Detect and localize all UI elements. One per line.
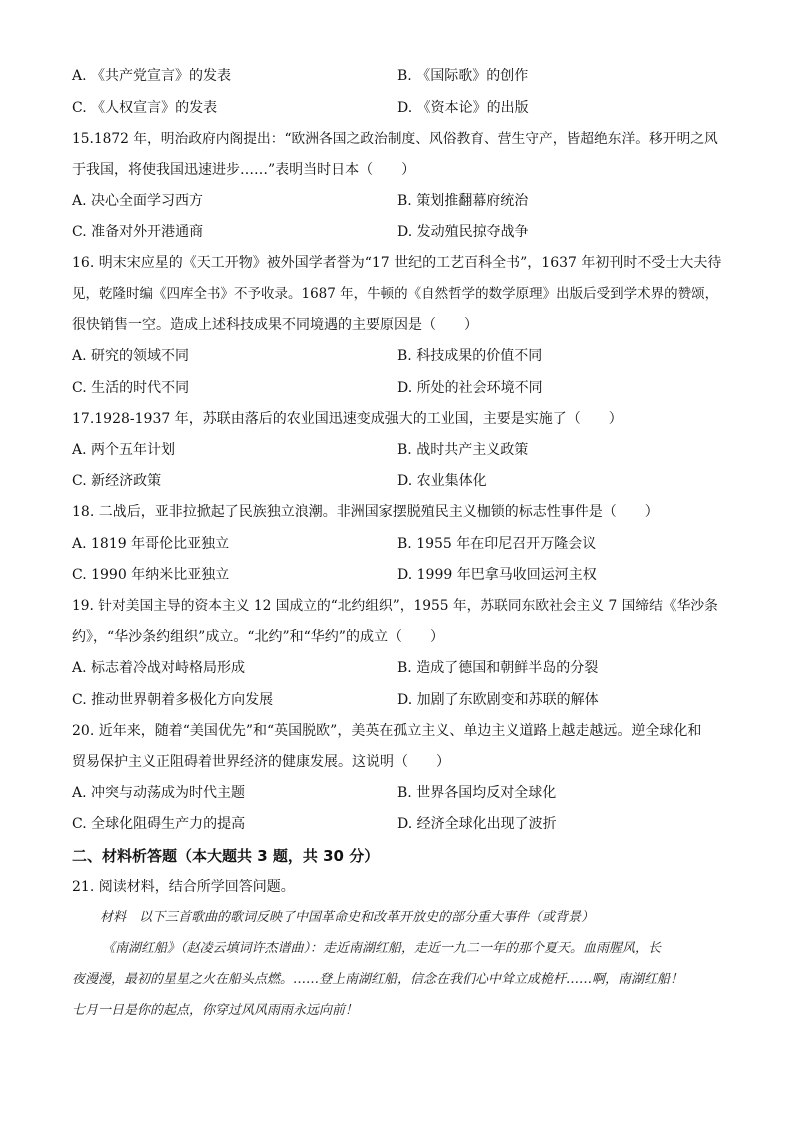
q20-option-a: A. 冲突与动荡成为时代主题 <box>72 785 246 801</box>
q21-material-intro: 材料 以下三首歌曲的歌词反映了中国革命史和改革开放史的部分重大事件（或背景） <box>100 910 595 925</box>
q18-option-c: C. 1990 年纳米比亚独立 <box>72 567 230 583</box>
q16-option-d: D. 所处的社会环境不同 <box>397 380 543 396</box>
q17-option-a: A. 两个五年计划 <box>72 442 176 458</box>
q17-option-b: B. 战时共产主义政策 <box>397 442 529 458</box>
q18-option-b: B. 1955 年在印尼召开万隆会议 <box>397 536 597 552</box>
q18-option-d: D. 1999 年巴拿马收回运河主权 <box>397 567 597 583</box>
q14-option-c: C. 《人权宣言》的发表 <box>72 100 218 116</box>
q21-song1-line-3: 七月一日是你的起点，你穿过风风雨雨永远向前！ <box>72 1003 359 1018</box>
q17-stem-line-1: 17.1928-1937 年，苏联由落后的农业国迅速变成强大的工业国，主要是实施了（ ） <box>72 411 623 427</box>
q20-stem-line-1: 20. 近年来，随着“美国优先”和“英国脱欧”，美英在孤立主义、单边主义道路上越走越远。逆全球化和 <box>72 723 702 739</box>
q21-stem-line-1: 21. 阅读材料，结合所学回答问题。 <box>72 879 295 895</box>
q19-stem-line-2: 约》，“华沙条约组织”成立。“北约”和“华约”的成立（ ） <box>72 629 444 645</box>
q14-option-a: A. 《共产党宣言》的发表 <box>72 68 232 84</box>
q21-song1-line-1: 《南湖红船》（赵凌云填词许杰谱曲）：走近南湖红船，走近一九二一年的那个夏天。血雨腥风，长 <box>102 941 662 956</box>
q20-stem-line-2: 贸易保护主义正阻碍着世界经济的健康发展。这说明（ ） <box>72 754 450 770</box>
q16-stem-line-3: 很快销售一空。造成上述科技成果不同境遇的主要原因是（ ） <box>72 317 478 333</box>
q20-option-c: C. 全球化阻碍生产力的提高 <box>72 816 246 832</box>
q16-option-c: C. 生活的时代不同 <box>72 380 190 396</box>
q14-option-d: D. 《资本论》的出版 <box>397 100 529 116</box>
q21-song1-line-2: 夜漫漫，最初的星星之火在船头点燃。……登上南湖红船，信念在我们心中耸立成桅杆……啊，南湖红船！ <box>72 972 684 987</box>
q18-option-a: A. 1819 年哥伦比亚独立 <box>72 536 230 552</box>
q19-option-a: A. 标志着冷战对峙格局形成 <box>72 660 246 676</box>
q15-option-c: C. 准备对外开港通商 <box>72 224 204 240</box>
q19-option-d: D. 加剧了东欧剧变和苏联的解体 <box>397 692 599 708</box>
q17-option-c: C. 新经济政策 <box>72 473 162 489</box>
q15-option-a: A. 决心全面学习西方 <box>72 193 204 209</box>
q15-stem-line-2: 于我国，将使我国迅速进步……”表明当时日本（ ） <box>72 162 416 178</box>
q19-option-c: C. 推动世界朝着多极化方向发展 <box>72 692 274 708</box>
q19-stem-line-1: 19. 针对美国主导的资本主义 12 国成立的“北约组织”，1955 年，苏联同东欧社会主义 7 国缔结《华沙条 <box>72 598 718 614</box>
q14-option-b: B. 《国际歌》的创作 <box>397 68 529 84</box>
q16-stem-line-2: 见，乾隆时编《四库全书》不予收录。1687 年，牛顿的《自然哲学的数学原理》出版后受到学术界的赞颂， <box>72 286 719 302</box>
q15-option-b: B. 策划推翻幕府统治 <box>397 193 529 209</box>
q15-option-d: D. 发动殖民掠夺战争 <box>397 224 529 240</box>
q16-option-a: A. 研究的领域不同 <box>72 348 190 364</box>
q16-option-b: B. 科技成果的价值不同 <box>397 348 543 364</box>
q19-option-b: B. 造成了德国和朝鲜半岛的分裂 <box>397 660 599 676</box>
q20-option-d: D. 经济全球化出现了波折 <box>397 816 557 832</box>
q17-option-d: D. 农业集体化 <box>397 473 487 489</box>
q20-option-b: B. 世界各国均反对全球化 <box>397 785 557 801</box>
q16-stem-line-1: 16. 明末宋应星的《天工开物》被外国学者誉为“17 世纪的工艺百科全书”，1637 年初刊时不受士大夫待 <box>72 255 722 271</box>
q18-stem-line-1: 18. 二战后，亚非拉掀起了民族独立浪潮。非洲国家摆脱殖民主义枷锁的标志性事件是（ ） <box>72 504 659 520</box>
q15-stem-line-1: 15.1872 年，明治政府内阁提出：“欧洲各国之政治制度、风俗教育、营生守产，皆超绝东洋。移开明之风 <box>72 131 718 147</box>
section-2-heading: 二、材料析答题（本大题共 3 题，共 30 分） <box>72 847 380 865</box>
